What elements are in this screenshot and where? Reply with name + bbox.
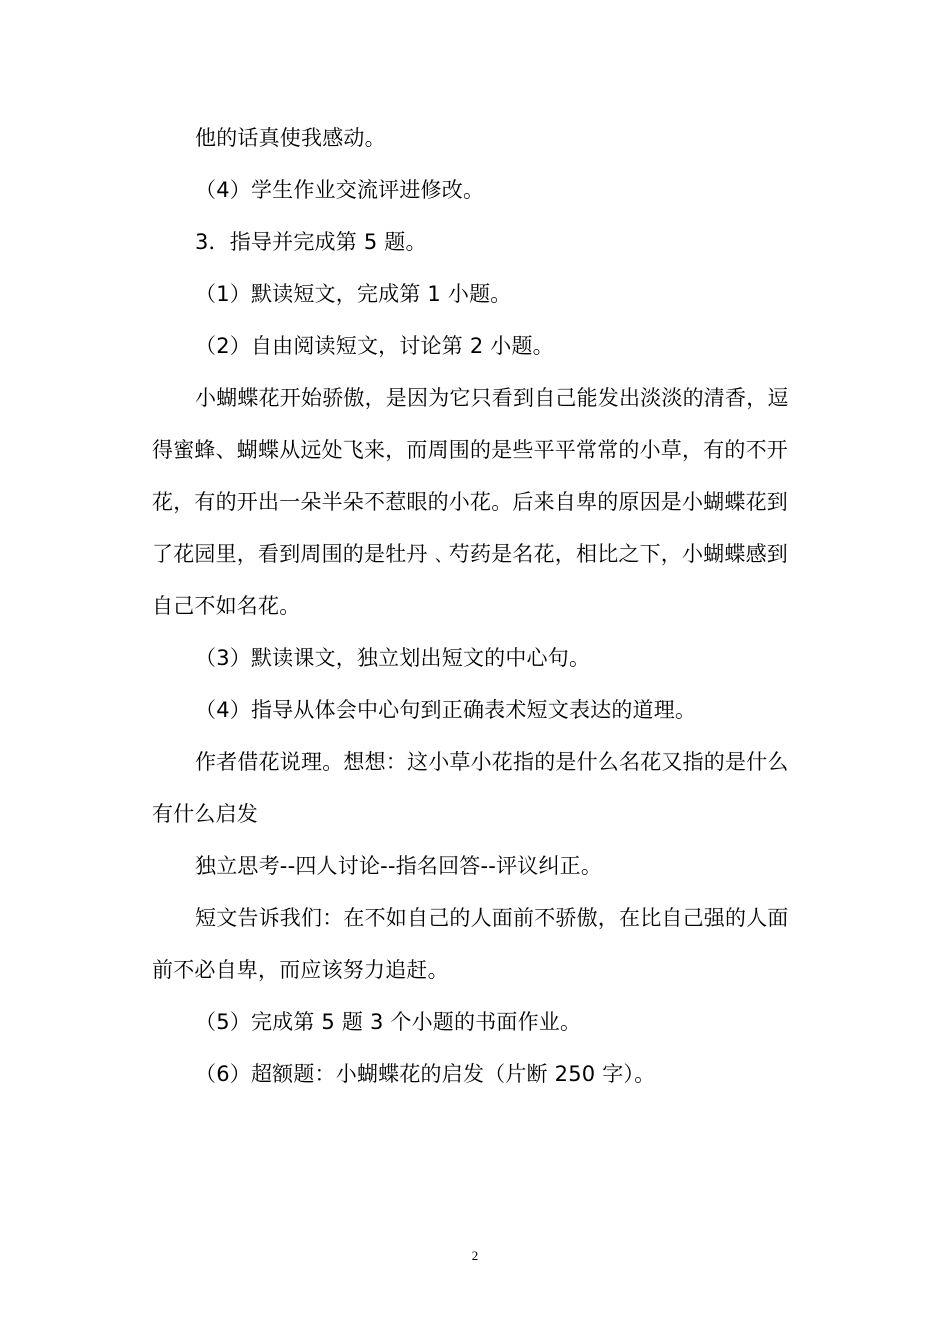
paragraph-9: 作者借花说理。想想：这小草小花指的是什么名花又指的是什么有什么启发 — [152, 750, 789, 826]
paragraph-13: （6）超额题：小蝴蝶花的启发（片断 250 字）。 — [195, 1062, 656, 1086]
paragraph-6: 小蝴蝶花开始骄傲，是因为它只看到自己能发出淡淡的清香，逗得蜜蜂、蝴蝶从远处飞来，而周围的是些平平常常的小草，有的不开花，有的开出一朵半朵不惹眼的小花。后来自卑的原因是小蝴蝶花到了花园里，看到周围的是牡丹﹑芍药是名花，相比之下，小蝴蝶感到自己不如名花。 — [152, 386, 789, 618]
paragraph-5: （2）自由阅读短文，讨论第 2 小题。 — [195, 334, 554, 358]
paragraph-2: （4）学生作业交流评进修改。 — [195, 178, 485, 202]
paragraph-8: （4）指导从体会中心句到正确表术短文表达的道理。 — [195, 698, 697, 722]
paragraph-1: 他的话真使我感动。 — [195, 126, 386, 150]
paragraph-4: （1）默读短文，完成第 1 小题。 — [195, 282, 512, 306]
paragraph-7: （3）默读课文，独立划出短文的中心句。 — [195, 646, 591, 670]
page-number: 2 — [471, 1248, 479, 1263]
document-body — [152, 112, 802, 1100]
paragraph-11: 短文告诉我们：在不如自己的人面前不骄傲，在比自己强的人面前不必自卑，而应该努力追赶。 — [152, 906, 789, 982]
paragraph-3: 3．指导并完成第 5 题。 — [195, 230, 427, 254]
paragraph-10: 独立思考--四人讨论--指名回答--评议纠正。 — [195, 854, 603, 878]
paragraph-12: （5）完成第 5 题 3 个小题的书面作业。 — [195, 1010, 582, 1034]
